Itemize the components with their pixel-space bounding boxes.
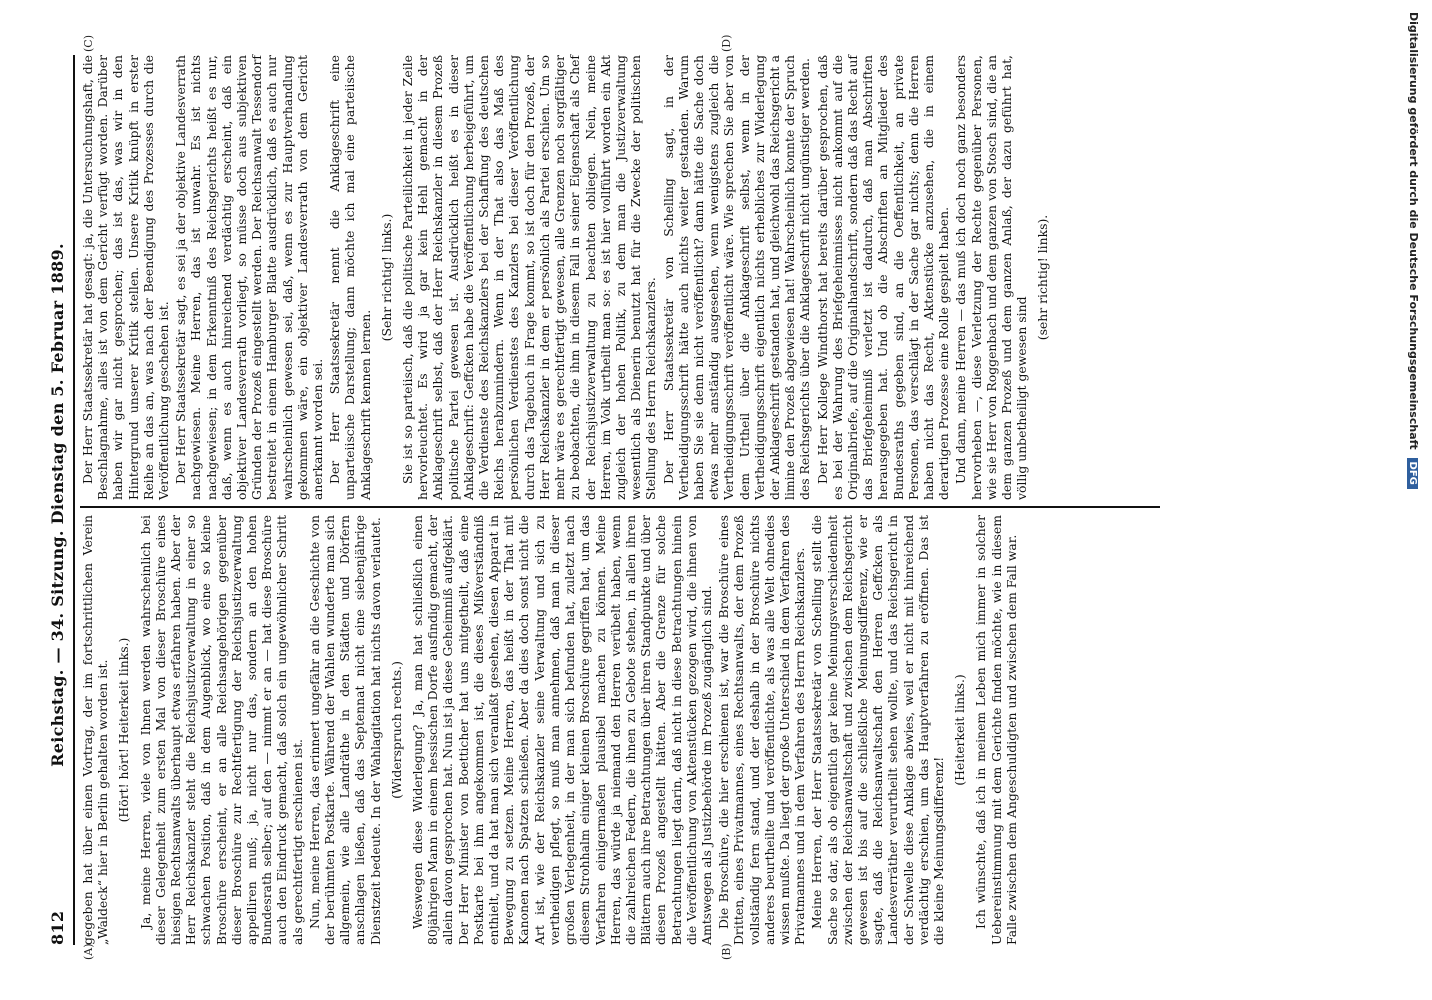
reaction-note: (Heiterkeit links.) (952, 674, 968, 786)
paragraph: Sie ist so parteiisch, daß die politische Parteilichkeit in jeder Zeile hervorleuchtet. Es wird ja gar kein Hehl gemacht in der Anklageschrift selbst, daß der Herr Reichskanzler in diesem Prozeß politische Partei gewesen ist. Ausdrücklich heißt es in dieser Anklageschrift: Geffcken habe die Veröffentlichung herbeigeführt, um die Verdienste des Reichskanzlers bei der Schaffung des deutschen Reichs herabzumindern. Wenn in der That also das Maß des persönlichen Verdienstes des Kanzlers bei dieser Veröffentlichung durch das Tagebuch in Frage kommt, so ist doch für den Prozeß, der Herr Reichskanzler in dem er persönlich als Partei erschien. Um so mehr wäre es gerechtfertigt gewesen, alle Grenzen noch sorgfältiger zu beobachten, die ihm in diesem Fall in seiner Eigenschaft als Chef der Reichsjustizverwaltung zu beachten obliegen. Nein, meine Herren, im Volk urtheilt man so: es ist hier vollführt worden ein Akt zugleich der hohen Politik, zu dem man die Justizverwaltung wesentlich als Dienerin benutzt hat für die Zwecke der politischen Stellung des Herrn Reichskanzlers. (400, 55, 659, 500)
margin-marker-b: (B) (720, 943, 733, 960)
paragraph: Der Herr Staatssekretär hat gesagt: ja, die Untersuchungshaft, die Beschlagnahme, alles ist von dem Gericht verfügt worden. Darüber haben wir gar nicht gesprochen; das ist das, was wir in den Hintergrund unserer Kritik stellen. Unsere Kritik knüpft in erster Reihe an das an, was nach der Beendigung des Prozesses durch die Veröffentlichung geschehen ist. (80, 55, 172, 500)
margin-marker-d: (D) (720, 34, 733, 52)
paragraph: Die Broschüre, die hier erschienen ist, war die Broschüre eines Dritten, eines Privatmannes, eines Rechtsanwalts, der dem Prozeß vollständig fern stand, und der deshalb in der Broschüre nichts anderes beurtheilte und veröffentlichte, als was alle Welt ohnedies wissen mußte. Da liegt der große Unterschied in dem Verfahren des Privatmannes und in dem Verfahren des Herrn Reichskanzlers. (716, 515, 808, 945)
paragraph: Der Herr Staatssekretär nennt die Anklageschrift eine unparteiische Darstellung; dann möchte ich mal eine parteiische Anklageschrift kennen lernen. (327, 55, 373, 500)
left-column (80, 515, 1021, 945)
reaction-note: (Sehr richtig! links.) (378, 213, 394, 342)
header-rule (73, 55, 75, 945)
paragraph: Ja, meine Herren, viele von Ihnen werden wahrscheinlich bei dieser Gelegenheit zum ersten Mal von dieser Broschüre eines hiesigen Rechtsanwalts überhaupt etwas erfahren haben. Aber der Herr Reichskanzler steht die Reichsjustizverwaltung in einer so schwachen Position, daß in dem Augenblick, wo eine so kleine Broschüre erscheint, er an alle Reichsangehörigen gegenüber dieser Broschüre zur Rechtfertigung der Reichsjustizverwaltung appelliren muß; ja, nicht nur das, sondern an den hohen Bundesrath selber; auf den — nimmt er an — hat diese Broschüre auch den Eindruck gemacht, daß solch ein ungewöhnlicher Schritt als gerechtfertigt erschienen ist. (137, 515, 305, 945)
paragraph: gegeben hat über einen Vortrag, der im fortschrittlichen Verein „Waldeck“ hier in Berlin gehalten worden ist. (80, 515, 111, 945)
paragraph: Der Herr Kollege Windthorst hat bereits darüber gesprochen, daß es bei der Wahrung des Briefgeheimnisses nicht ankommt auf die Originalbriefe, auf die Originalhandschrift, sondern daß das Recht auf das Briefgeheimniß verletzt ist dadurch, daß man Abschriften herausgegeben hat. Und ob die Abschriften an Mitglieder des Bundesraths gegeben sind, an die Oeffentlichkeit, an private Personen, das verschlägt in der Sache gar nichts; denn die Herren haben nicht das Recht, Aktenstücke anzusehen, die in einem derartigen Prozesse eine Rolle gespielt haben. (814, 55, 952, 500)
reaction-note: (Hört! hört! Heiterkeit links.) (116, 637, 132, 823)
dfg-logo: DFG (1407, 458, 1418, 489)
margin-marker-a: (A) (82, 943, 95, 960)
paragraph: Meine Herren, der Herr Staatssekretär von Schelling stellt die Sache so dar, als ob eigentlich gar keine Meinungsverschiedenheit zwischen der Reichsanwaltschaft und zwischen dem Reichsgericht gewesen ist bis auf die schließliche Meinungsdifferenz, wie er sagte, daß die Reichsanwaltschaft den Herren Geffcken als Landesverräther verurtheilt sehen wollte, und das Reichsgericht in der Schwelle diese Anklage abwies, weil er nicht mit hinreichend verdächtig erschien, um das Hauptverfahren zu eröffnen. Das ist die kleine Meinungsdifferenz! (809, 515, 946, 945)
reaction-note: (sehr richtig! links). (1035, 214, 1051, 341)
right-column (80, 55, 1057, 500)
paragraph: Weswegen diese Widerlegung? Ja, man hat schließlich einen 80jährigen Mann in einem hessischen Dorfe ausfindig gemacht, der allein davon gesprochen hat. Nun ist ja diese Geheimniß aufgeklärt. Der Herr Minister von Boetticher hat uns mitgetheilt, daß eine Postkarte bei ihm angekommen ist, die dieses Mißverständniß enthielt, und da hat man sich veranlaßt gesehen, diesen Apparat in Bewegung zu setzen. Meine Herren, das heißt in der That mit Kanonen nach Spatzen schießen. Aber da dies doch sonst nicht die Art ist, wie der Reichskanzler seine Verwaltung und sich zu vertheidigen pflegt, so muß man annehmen, daß man in dieser großen Verlegenheit, in der man sich befunden hat, zuletzt nach diesem Strohhalm einiger kleinen Broschüre gegriffen hat, um das Verfahren einigermaßen plausibel machen zu können. Meine Herren, das würde ja niemand den Herren verübelt haben, wenn die zahlreichen Federn, die ihnen zu Gebote stehen, in allen ihren Blättern auch ihre Betrachtungen über ihren Standpunkte und über diesen Prozeß angestellt hätten. Aber die Grenze für solche Betrachtungen liegt darin, daß nicht in diese Betrachtungen hinein die Veröffentlichung von Aktenstücken gezogen wird, die ihnen von Amtswegen als Justizbehörde im Prozeß zugänglich sind. (410, 515, 714, 945)
page-number: 812 (48, 910, 67, 945)
paragraph: Und dann, meine Herren — das muß ich doch noch ganz besonders hervorheben —, diese Verletzung der Rechte gegenüber Personen, wie sie Herr von Roggenbach und dem ganzen von Stosch sind, die an dem ganzen Prozeß und dem ganzen Anlaß, der dazu geführt hat, völlig unbetheiligt gewesen sind (953, 55, 1030, 500)
running-title: Reichstag. — 34. Sitzung. Dienstag den 5. Februar 1889. (48, 243, 67, 767)
digitization-credit (1407, 12, 1420, 489)
column-divider (80, 506, 1160, 508)
reaction-note: (Widerspruch rechts.) (388, 661, 404, 799)
paragraph: Der Herr Staatssekretär von Schelling sagt, in der Vertheidigungsschrift hätte auch nichts weiter gestanden. Warum haben Sie sie denn nicht veröffentlicht? dann hätte die Sache doch etwas mehr anständig ausgesehen, wenn wenigstens zugleich die Vertheidigungsschrift veröffentlicht wäre. Wie sprechen Sie aber von dem Urtheil über die Anklageschrift selbst, wenn in der Vertheidigungsschrift eigentlich nichts erhebliches zur Widerlegung der Anklageschrift gestanden hat, und gleichwohl das Reichsgericht a limine den Prozeß abgewiesen hat! Wahrscheinlich konnte der Spruch des Reichsgerichts über die Anklageschrift nicht ungünstiger werden. (660, 55, 813, 500)
paragraph: Der Herr Staatssekretär sagt, es sei ja der objektive Landesverrath nachgewiesen. Meine Herren, das ist unwahr. Es ist nichts nachgewiesen; in dem Erkenntniß des Reichsgerichts heißt es nur, daß, wenn es auch hinreichend verdächtig erscheint, daß ein objektiver Landesverrath vorliegt, so müsse doch aus subjektiven Gründen der Prozeß eingestellt werden. Der Reichsanwalt Tessendorf bestreitet in einem Hamburger Blatte ausdrücklich, daß es auch nur wahrscheinlich gewesen sei, daß, wenn es zur Hauptverhandlung gekommen wäre, ein objektiver Landesverrath von dem Gericht anerkannt worden sei. (173, 55, 326, 500)
paragraph: Ich wünschte, daß ich in meinem Leben mich immer in solcher Uebereinstimmung mit dem Gerichte finden möchte, wie in diesem Falle zwischen dem Angeschuldigten und zwischen dem Fall war. (973, 515, 1019, 945)
page-header (48, 55, 74, 945)
margin-marker-c: (C) (82, 35, 95, 52)
paragraph: Nun, meine Herren, das erinnert ungefähr an die Geschichte von der berühmten Postkarte. Während der Wahlen wunderte man sich allgemein, wie alle Landräthe in den Städten und Dörfern anschlagen ließen, daß das Septennat nicht eine siebenjährige Dienstzeit bedeute. In der Wahlagitation hat nichts davon verlautet. (306, 515, 383, 945)
credit-text: Digitalisierung gefördert durch die Deutsche Forschungsgemeinschaft (1407, 12, 1420, 450)
